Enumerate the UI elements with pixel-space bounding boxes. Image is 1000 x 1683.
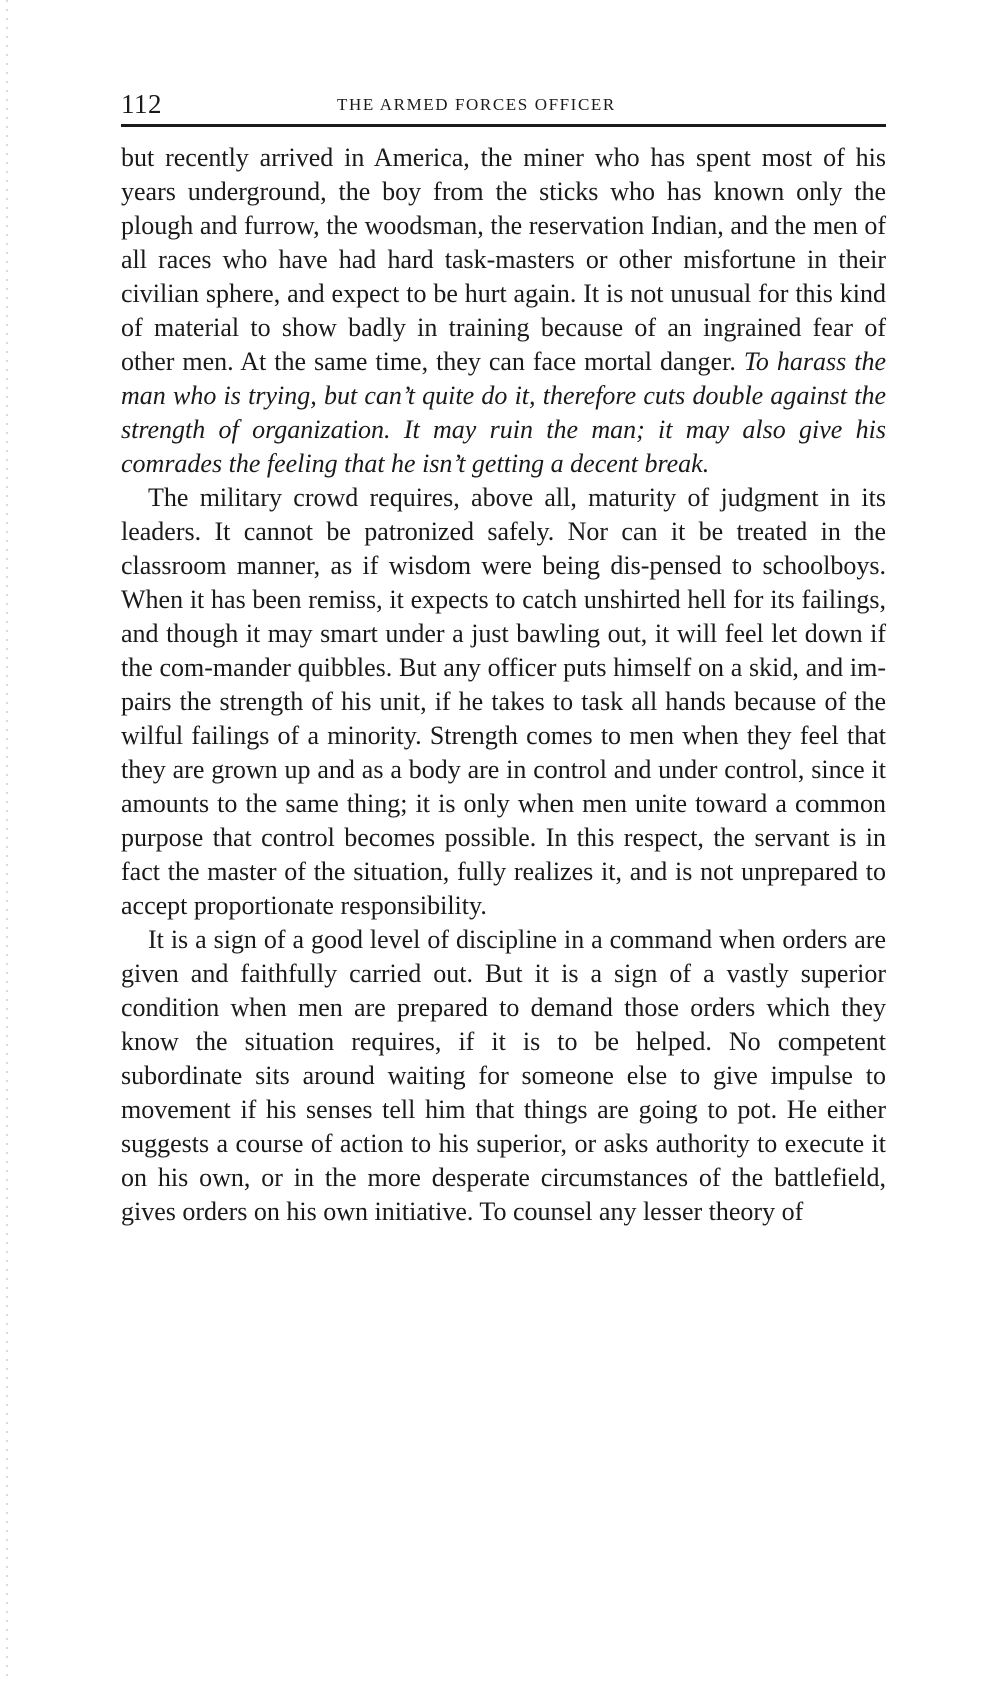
italic-passage: To harass the man who is trying, but can’t quite do it, therefore cuts double against the strength of organization. It may ruin the man; it may also give his comrades the feeling that he isn’t getting a decent break. bbox=[121, 347, 886, 478]
paragraph-continued bbox=[121, 141, 886, 481]
paragraph-military-crowd: The military crowd requires, above all, maturity of judgment in its leaders. It cannot be patronized safely. Nor can it be treated in the classroom manner, as if wisdom were being dis-pensed to schoolboys. When it has been remiss, it expects to catch unshirted hell for its failings, and though it may smart under a just bawling out, it will feel let down if the com-mander quibbles. But any officer puts himself on a skid, and im-pairs the strength of his unit, if he takes to task all hands because of the wilful failings of a minority. Strength comes to men when they feel that they are grown up and as a body are in control and under control, since it amounts to the same thing; it is only when men unite toward a common purpose that control becomes possible. In this respect, the servant is in fact the master of the situation, fully realizes it, and is not unprepared to accept proportionate responsibility. bbox=[121, 483, 886, 920]
paragraph-discipline: It is a sign of a good level of discipline in a command when orders are given and faithfully carried out. But it is a sign of a vastly superior condition when men are prepared to demand those orders which they know the situation requires, if it is to be helped. No competent subordinate sits around waiting for someone else to give impulse to movement if his senses tell him that things are going to pot. He either suggests a course of action to his superior, or asks authority to execute it on his own, or in the more desperate circumstances of the battlefield, gives orders on his own initiative. To counsel any lesser theory of bbox=[121, 925, 886, 1226]
paragraph-text: but recently arrived in America, the miner who has spent most of his years underground, the boy from the sticks who has known only the plough and furrow, the woodsman, the reservation Indian, and the men of all races who have had hard task-masters or other misfortune in their civilian sphere, and expect to be hurt again. It is not unusual for this kind of material to show badly in training because of an ingrained fear of other men. At the same time, they can face mortal danger. bbox=[121, 143, 886, 376]
body-text bbox=[121, 141, 886, 1229]
running-title: THE ARMED FORCES OFFICER bbox=[337, 95, 616, 114]
page-number: 112 bbox=[121, 89, 162, 119]
page-header bbox=[121, 88, 886, 127]
scan-edge-artifact bbox=[6, 0, 8, 1683]
